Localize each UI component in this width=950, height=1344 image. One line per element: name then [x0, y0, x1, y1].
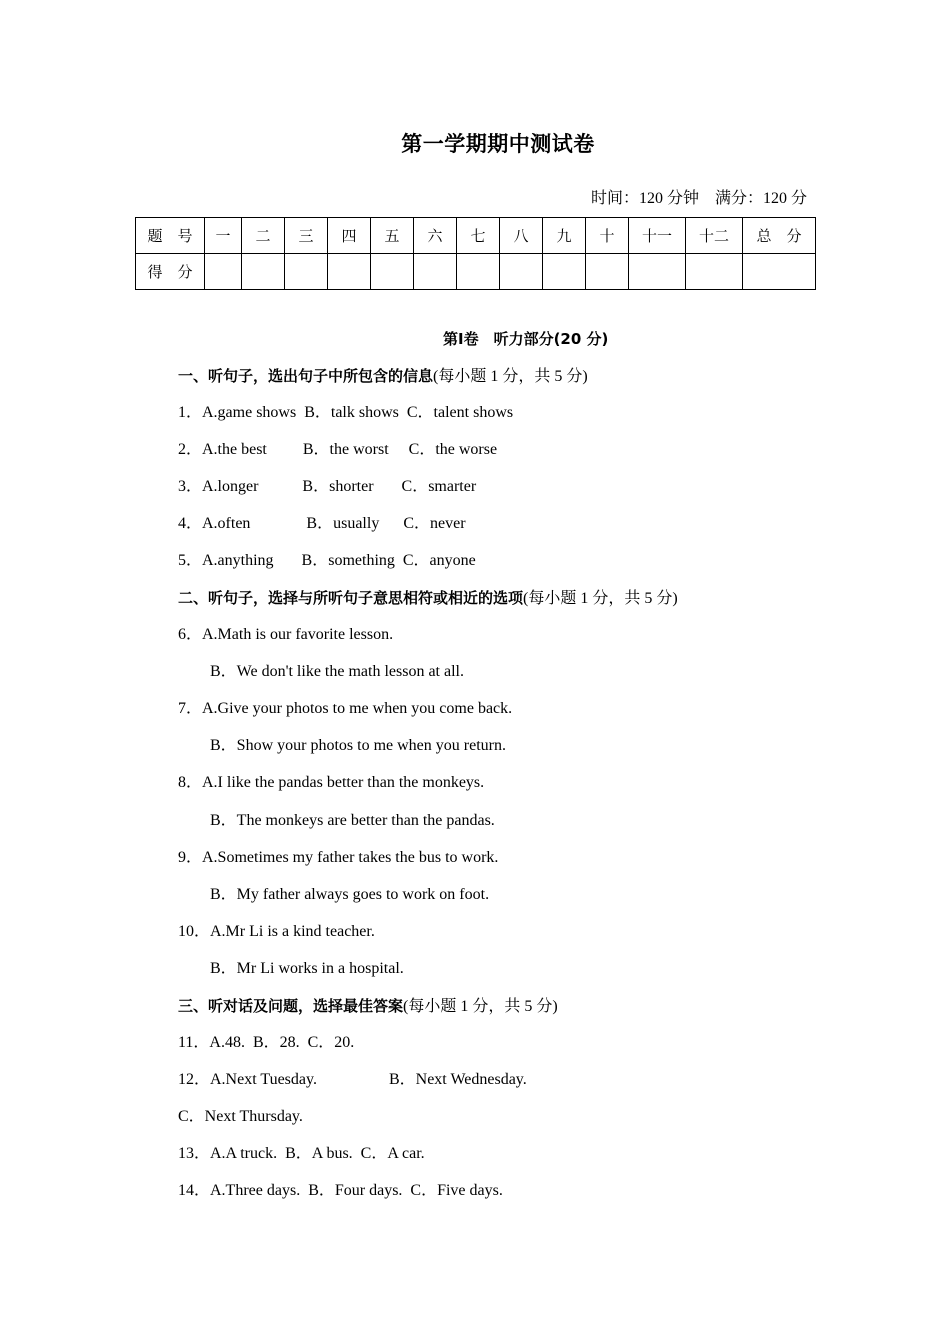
header-cell: 二 — [242, 218, 285, 254]
score-cell[interactable] — [414, 254, 457, 290]
option-line: B．My father always goes to work on foot. — [210, 886, 490, 903]
section-note: (每小题 1 分，共 5 分) — [433, 368, 588, 385]
section-heading — [178, 996, 558, 1017]
question-line: 2．A.the best B．the worst C．the worse — [178, 441, 498, 458]
score-cell[interactable] — [743, 254, 816, 290]
header-cell: 三 — [285, 218, 328, 254]
question-line: 4．A.often B．usually C．never — [178, 515, 466, 532]
question-line: 8．A.I like the pandas better than the monkeys. — [178, 774, 485, 791]
score-cell[interactable] — [500, 254, 543, 290]
section-heading — [178, 366, 588, 387]
header-cell: 一 — [205, 218, 242, 254]
section-note: (每小题 1 分，共 5 分) — [523, 590, 678, 607]
question-line: 11．A.48. B．28. C．20. — [178, 1034, 355, 1051]
header-cell: 十二 — [686, 218, 743, 254]
score-cell[interactable] — [328, 254, 371, 290]
question-line: 3．A.longer B．shorter C．smarter — [178, 478, 477, 495]
question-line: 10．A.Mr Li is a kind teacher. — [178, 923, 375, 940]
section-heading-text: 三、听对话及问题，选择最佳答案 — [178, 997, 404, 1015]
score-table-score-row — [136, 254, 816, 290]
score-cell[interactable] — [242, 254, 285, 290]
header-cell: 十一 — [629, 218, 686, 254]
header-cell: 题 号 — [136, 218, 205, 254]
header-cell: 十 — [586, 218, 629, 254]
question-line: 5．A.anything B．something C．anyone — [178, 552, 476, 569]
option-line: B．We don't like the math lesson at all. — [210, 663, 464, 680]
header-cell: 六 — [414, 218, 457, 254]
score-cell[interactable] — [285, 254, 328, 290]
header-cell: 总 分 — [743, 218, 816, 254]
score-table-header-row — [136, 218, 816, 254]
exam-meta: 时间：120 分钟 满分：120 分 — [590, 190, 807, 207]
header-cell: 七 — [457, 218, 500, 254]
score-table — [135, 217, 816, 290]
header-cell: 九 — [543, 218, 586, 254]
score-cell[interactable] — [543, 254, 586, 290]
section-heading-text: 二、听句子，选择与所听句子意思相符或相近的选项 — [178, 589, 524, 607]
score-cell[interactable] — [371, 254, 414, 290]
score-cell[interactable] — [205, 254, 242, 290]
score-cell[interactable] — [457, 254, 500, 290]
option-line: B．Mr Li works in a hospital. — [210, 960, 404, 977]
section-note: (每小题 1 分，共 5 分) — [403, 998, 558, 1015]
header-cell: 五 — [371, 218, 414, 254]
question-line: 6．A.Math is our favorite lesson. — [178, 626, 394, 643]
header-cell: 八 — [500, 218, 543, 254]
question-line: 12．A.Next Tuesday. B．Next Wednesday. — [178, 1071, 527, 1088]
question-line: 1．A.game shows B．talk shows C．talent shows — [178, 404, 514, 421]
question-line: 14．A.Three days. B．Four days. C．Five days. — [178, 1182, 503, 1199]
section-heading-text: 一、听句子，选出句子中所包含的信息 — [178, 367, 434, 385]
row-label: 得 分 — [136, 254, 205, 290]
part-title: 第Ⅰ卷 听力部分(20 分) — [443, 330, 609, 348]
option-line: B．Show your photos to me when you return. — [210, 737, 506, 754]
score-cell[interactable] — [629, 254, 686, 290]
question-line: 9．A.Sometimes my father takes the bus to work. — [178, 849, 499, 866]
question-line: 7．A.Give your photos to me when you come back. — [178, 700, 513, 717]
page-title: 第一学期期中测试卷 — [401, 132, 595, 156]
question-line: 13．A.A truck. B．A bus. C．A car. — [178, 1145, 425, 1162]
score-cell[interactable] — [586, 254, 629, 290]
section-heading — [178, 588, 678, 609]
header-cell: 四 — [328, 218, 371, 254]
score-cell[interactable] — [686, 254, 743, 290]
option-line: C．Next Thursday. — [178, 1108, 303, 1125]
option-line: B．The monkeys are better than the pandas. — [210, 812, 495, 829]
